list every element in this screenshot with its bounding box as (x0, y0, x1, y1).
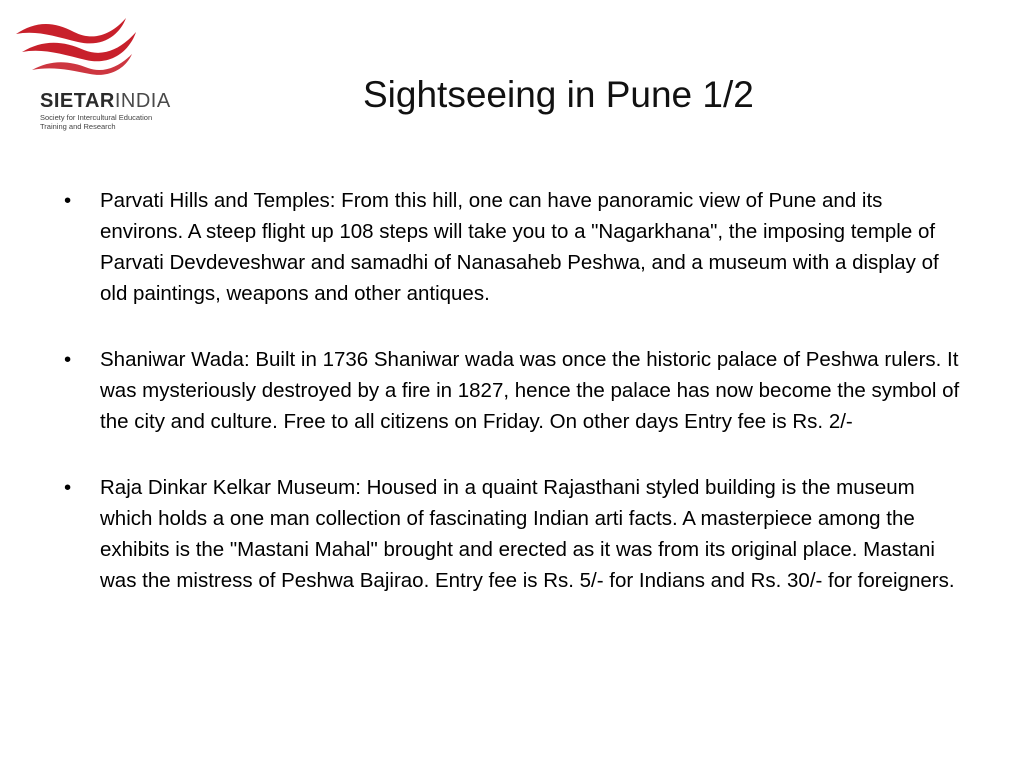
bullet-shaniwar-wada (62, 344, 967, 437)
bullet-marker: • (64, 476, 72, 499)
logo-name-light: INDIA (114, 90, 171, 112)
bullet-text: Built in 1736 Shaniwar wada was once the historic palace of Peshwa rulers. It was mysteriously destroyed by a fire in 1827, hence the palace has now become the symbol of the city and culture. Free to all citizens on Friday. On other days Entry fee is Rs. 2/- (100, 348, 960, 433)
slide-title: Sightseeing in Pune 1/2 (363, 74, 754, 115)
logo-tagline-line-1: Society for Intercultural Education (40, 113, 153, 122)
logo-name-bold: SIETAR (40, 90, 115, 112)
bullet-list (62, 185, 967, 596)
logo-wordmark (40, 90, 171, 113)
sietar-india-logo (10, 12, 180, 137)
bullet-marker: • (64, 348, 72, 371)
logo-tagline-line-2: Training and Research (40, 122, 116, 131)
bullet-term: Parvati Hills and Temples: (100, 189, 336, 212)
bullet-text: : Housed in a quaint Rajasthani styled building is the museum which holds a one man collection of fascinating Indian arti facts. A masterpiece among the exhibits is the "Mastani Mahal" brought and erected as it was from its original place. Mastani was the mistress of Peshwa Bajirao. Entry fee is Rs. 5/- for Indians and Rs. 30/- for foreigners. (100, 476, 955, 592)
bullet-marker: • (64, 189, 72, 212)
logo-tagline (40, 113, 152, 131)
swoosh-logo-icon (12, 12, 142, 77)
bullet-kelkar-museum (62, 472, 967, 596)
bullet-term: Raja Dinkar Kelkar Museum (100, 476, 356, 499)
bullet-parvati-hills (62, 185, 967, 309)
bullet-text: From this hill, one can have panoramic view of Pune and its environs. A steep flight up 108 steps will take you to a "Nagarkhana", the imposing temple of Parvati Devdeveshwar and samadhi of Nanasaheb Peshwa, and a museum with a display of old paintings, weapons and other antiques. (100, 189, 939, 305)
bullet-term: Shaniwar Wada: (100, 348, 250, 371)
